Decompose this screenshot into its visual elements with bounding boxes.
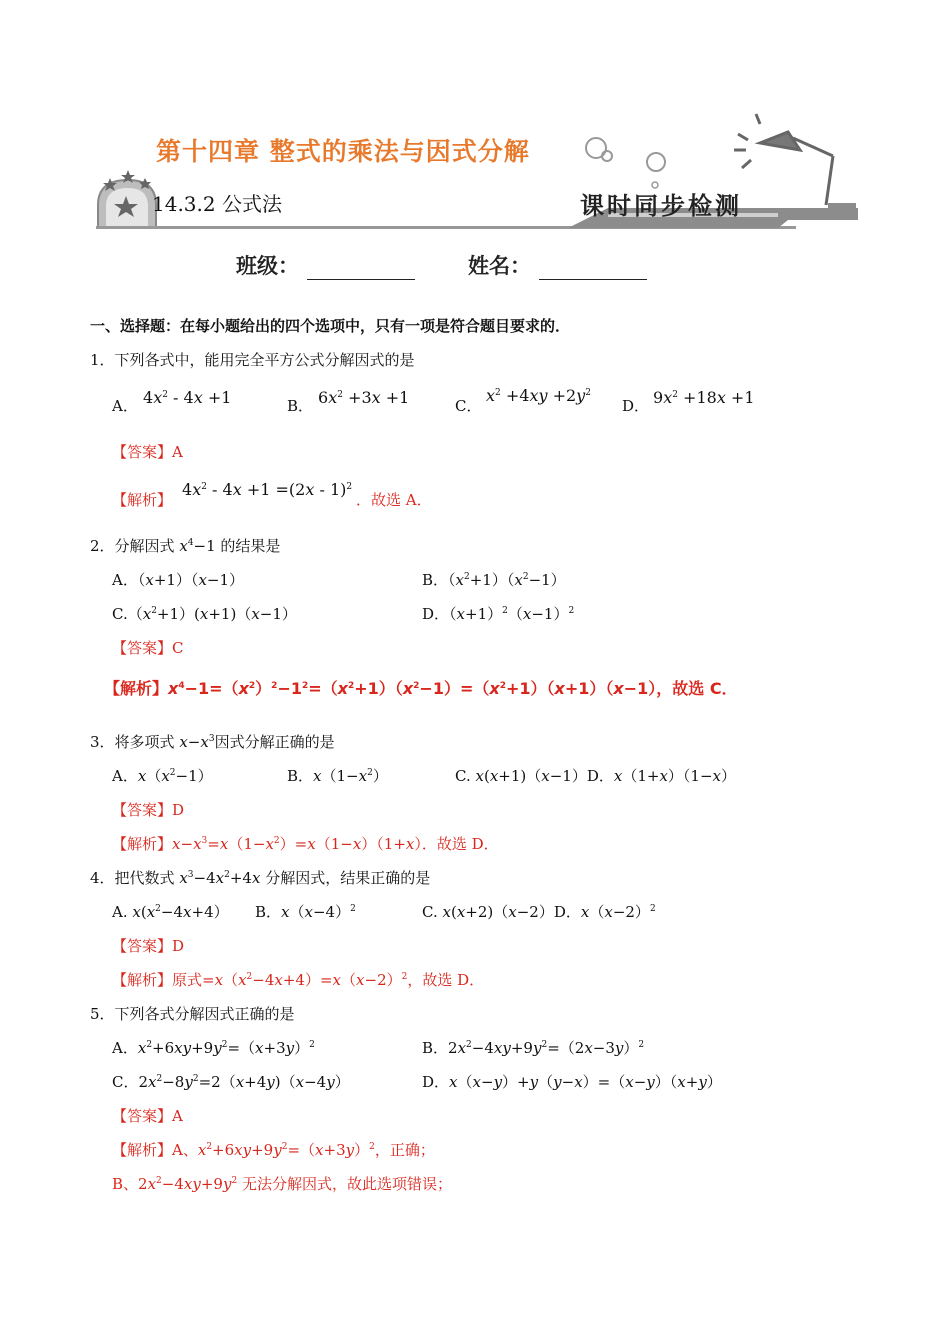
chapter-title: 第十四章 整式的乘法与因式分解	[156, 137, 530, 166]
section-title: 14.3.2 公式法	[152, 192, 282, 216]
q2-analysis: 【解析】$x^4-1=(x^2)^2-1^2=(x^2+1)(x^2-1)=(x^2+1)(x+1)(x-1)$，故选 C．	[104, 679, 738, 698]
q3-option-a: A．$x(x^2-1)$	[112, 767, 213, 785]
desk-lamp-icon	[734, 114, 833, 205]
q1-option-d-expr: $9x^2 +18x +1$	[653, 388, 755, 407]
q4-stem: 4．把代数式 $x^3-4x^2+4x$ 分解因式，结果正确的是	[90, 869, 431, 887]
q4-analysis: 【解析】原式$=x(x^2-4x+4)=x(x-2)^2$，故选 D．	[112, 971, 485, 989]
q4-option-b: B．$x(x-4)^2$	[255, 903, 356, 921]
section-heading: 一、选择题：在每小题给出的四个选项中，只有一项是符合题目要求的．	[90, 317, 571, 335]
q1-option-c-expr: $x^2 +4xy +2y^2$	[486, 386, 591, 405]
q5-stem: 5．下列各式分解因式正确的是	[90, 1005, 295, 1023]
q1-option-a-expr: $4x^2 - 4x +1$	[143, 388, 232, 407]
class-blank[interactable]	[307, 257, 415, 280]
q5-option-c: C．$2x^2-8y^2=2(x+4y)(x-4y)$	[112, 1073, 350, 1091]
class-label: 班级：	[236, 253, 299, 278]
q1-option-c: C．	[455, 397, 482, 415]
q3-analysis: 【解析】$x-x^3=x(1-x^2)=x(1-x)(1+x)$．故选 D．	[112, 835, 499, 853]
q5-analysis-b: B、$2x^2-4xy+9y^2$ 无法分解因式，故此选项错误；	[112, 1175, 452, 1193]
q1-option-b-expr: $6x^2 +3x +1$	[318, 388, 410, 407]
header-decoration	[88, 110, 868, 240]
q3-answer: 【答案】D	[112, 801, 185, 819]
q3-option-c: C. x(x+1)（x−1）D．x（1+x）（1−x）	[455, 767, 737, 785]
q5-analysis-a: 【解析】A、$x^2+6xy+9y^2=(x+3y)^2$，正确；	[112, 1141, 435, 1159]
q2-answer: 【答案】C	[112, 639, 184, 657]
q5-option-b: B．$2x^2-4xy+9y^2=(2x-3y)^2$	[422, 1039, 645, 1057]
q1-analysis-tail: ．故选 A．	[356, 491, 432, 509]
q3-stem: 3．将多项式 $x-x^3$因式分解正确的是	[90, 733, 335, 751]
star-badge-icon	[98, 170, 156, 228]
lesson-label: 课时同步检测	[580, 191, 742, 220]
q1-analysis-tag: 【解析】	[112, 491, 173, 509]
name-blank[interactable]	[539, 257, 647, 280]
q1-answer: 【答案】A	[112, 443, 183, 461]
q2-option-c: $C.(x^2+1)(x+1)(x-1)$	[112, 605, 297, 623]
q2-option-b: B．$(x^2+1)(x^2-1)$	[422, 571, 566, 589]
q5-option-a: A．$x^2+6xy+9y^2=(x+3y)^2$	[112, 1039, 315, 1057]
q1-option-a: A．	[112, 397, 138, 415]
q3-option-b: B．$x(1-x^2)$	[287, 767, 388, 785]
q5-option-d: D．x（x−y）+y（y−x）=（x−y）（x+y）	[422, 1073, 722, 1091]
q4-option-a: A. $x(x^2-4x+4)$	[112, 903, 229, 921]
name-label: 姓名：	[468, 253, 531, 278]
q5-answer: 【答案】A	[112, 1107, 183, 1125]
class-field	[236, 250, 415, 280]
q4-option-c: C. x(x+2)（x−2）D．$x(x-2)^2$	[422, 903, 656, 921]
q1-stem: 1．下列各式中，能用完全平方公式分解因式的是	[90, 351, 415, 369]
name-field	[468, 250, 647, 280]
q2-option-a: A．（x+1）（x−1）	[112, 571, 245, 589]
q1-option-b: B．	[287, 397, 314, 415]
q2-option-d: D．$(x+1)^2(x-1)^2$	[422, 605, 575, 623]
q4-answer: 【答案】D	[112, 937, 185, 955]
q2-stem: 2．分解因式 $x^4-1$ 的结果是	[90, 537, 281, 555]
q1-analysis-expr: $4x^2 - 4x +1 =(2x - 1)^2$	[182, 480, 353, 499]
q1-option-d: D．	[622, 397, 650, 415]
